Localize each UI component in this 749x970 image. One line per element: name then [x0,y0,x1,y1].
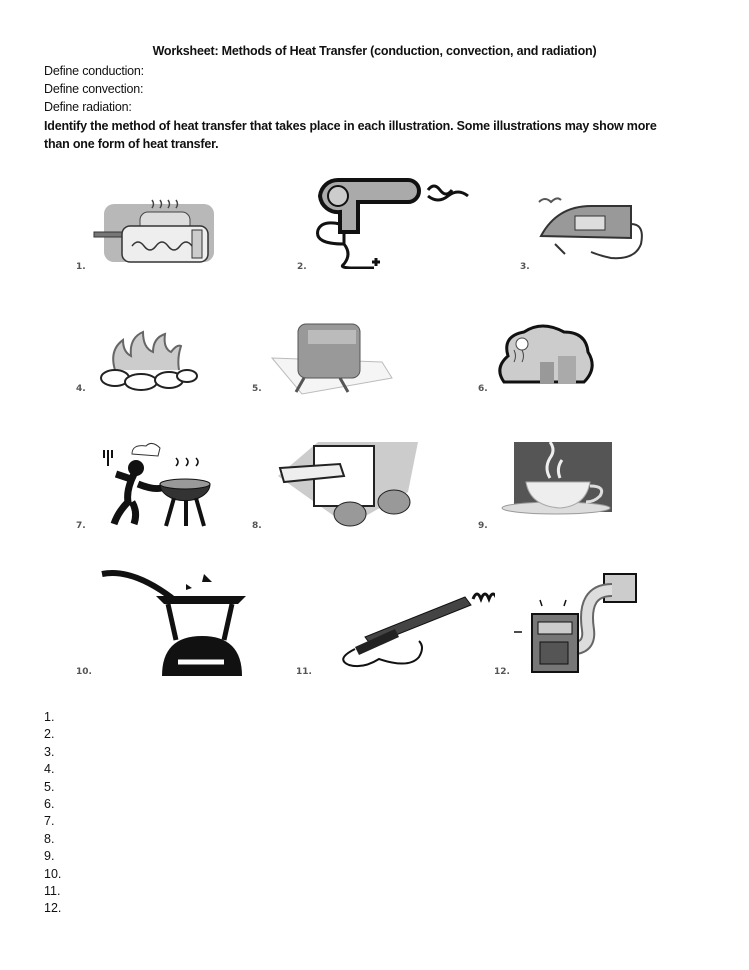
barbecue-grill-icon [90,440,215,530]
hot-cup-icon [500,438,615,520]
define-radiation: Define radiation: [44,100,132,114]
instructions-line-2: than one form of heat transfer. [44,137,219,151]
answer-line-10[interactable]: 10. [44,866,62,881]
answer-line-6[interactable]: 6. [44,796,55,811]
illustration-label-9: 9. [478,521,488,531]
answer-line-9[interactable]: 9. [44,849,55,864]
curling-iron-icon [335,585,495,673]
illustration-label-2: 2. [297,262,307,272]
illustration-label-12: 12. [494,667,510,677]
answer-line-11[interactable]: 11. [44,883,61,898]
sun-heated-city-icon [490,322,600,392]
pan-on-burner-icon [100,568,250,680]
answer-list [44,709,61,918]
answer-line-8[interactable]: 8. [44,831,55,846]
space-heater-icon [268,318,398,396]
illustration-label-3: 3. [520,262,530,272]
illustration-label-11: 11. [296,667,312,677]
illustration-label-8: 8. [252,521,262,531]
answer-line-1[interactable]: 1. [44,710,55,724]
illustration-label-4: 4. [76,384,86,394]
define-convection: Define convection: [44,82,144,96]
illustration-label-5: 5. [252,384,262,394]
illustration-label-6: 6. [478,384,488,394]
wood-stove-icon [512,570,642,678]
clothes-iron-icon [535,196,645,268]
instructions-line-1: Identify the method of heat transfer that takes place in each illustration. Some illustrations may show more [44,119,657,133]
answer-line-7[interactable]: 7. [44,814,55,829]
answer-line-12[interactable]: 12. [44,901,62,916]
answer-line-4[interactable]: 4. [44,762,55,777]
oven-mitts-icon [268,436,433,531]
campfire-icon [95,330,200,392]
answer-line-5[interactable]: 5. [44,779,55,794]
illustration-label-10: 10. [76,667,92,677]
toaster-icon [92,198,222,268]
illustration-label-7: 7. [76,521,86,531]
illustration-label-1: 1. [76,262,86,272]
define-conduction: Define conduction: [44,64,144,78]
answer-line-3[interactable]: 3. [44,744,55,759]
answer-line-2[interactable]: 2. [44,727,55,742]
hair-dryer-icon [310,174,480,269]
worksheet-title: Worksheet: Methods of Heat Transfer (conduction, convection, and radiation) [152,44,597,58]
